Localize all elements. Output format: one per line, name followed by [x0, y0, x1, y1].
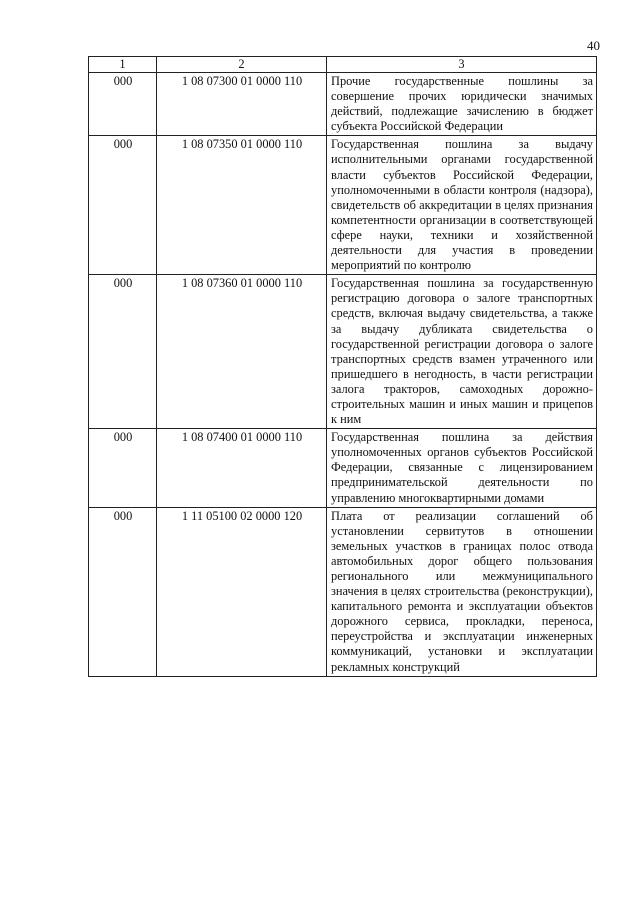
budget-code-cell: 1 08 07350 01 0000 110 [157, 136, 327, 275]
description-cell: Государственная пошлина за действия уполномоченных органов субъектов Российской Федерации, связанные с лицензированием предпринимательской деятельности по управлению многоквартирными домами [327, 429, 597, 507]
admin-code-cell: 000 [89, 429, 157, 507]
table-row [89, 73, 597, 136]
description-cell: Плата от реализации соглашений об установлении сервитутов в отношении земельных участков в границах полос отвода автомобильных дорог общего пользования регионального или межмуниципального значения в целях строительства (реконструкции), капитального ремонта и эксплуатации объектов дорожного сервиса, прокладки, переноса, переустройства и эксплуатации инженерных коммуникаций, установки и эксплуатации рекламных конструкций [327, 507, 597, 676]
table-row [89, 136, 597, 275]
budget-classification-table [88, 56, 597, 677]
admin-code-cell: 000 [89, 507, 157, 676]
table-row [89, 429, 597, 507]
budget-code-cell: 1 08 07360 01 0000 110 [157, 275, 327, 429]
column-header-1: 1 [89, 57, 157, 73]
column-header-2: 2 [157, 57, 327, 73]
description-cell: Государственная пошлина за выдачу исполнительными органами государственной власти субъектов Российской Федерации, уполномоченными в области контроля (надзора), свидетельств об аккредитации в целях признания компетентности организации в соответствующей сфере науки, техники и хозяйственной деятельности для участия в проведении мероприятий по контролю [327, 136, 597, 275]
description-cell: Прочие государственные пошлины за совершение прочих юридически значимых действий, подлежащие зачислению в бюджет субъекта Российской Федерации [327, 73, 597, 136]
table-header-row [89, 57, 597, 73]
admin-code-cell: 000 [89, 275, 157, 429]
admin-code-cell: 000 [89, 73, 157, 136]
budget-code-cell: 1 08 07400 01 0000 110 [157, 429, 327, 507]
table-row [89, 275, 597, 429]
description-cell: Государственная пошлина за государственную регистрацию договора о залоге транспортных средств, включая выдачу свидетельства, а также за выдачу дубликата свидетельства о государственной регистрации договора о залоге транспортных средств взамен утраченного или пришедшего в негодность, в части регистрации залога тракторов, самоходных дорожно-строительных машин и иных машин и прицепов к ним [327, 275, 597, 429]
table-row [89, 507, 597, 676]
page-number: 40 [587, 38, 600, 53]
budget-code-cell: 1 11 05100 02 0000 120 [157, 507, 327, 676]
admin-code-cell: 000 [89, 136, 157, 275]
column-header-3: 3 [327, 57, 597, 73]
budget-code-cell: 1 08 07300 01 0000 110 [157, 73, 327, 136]
